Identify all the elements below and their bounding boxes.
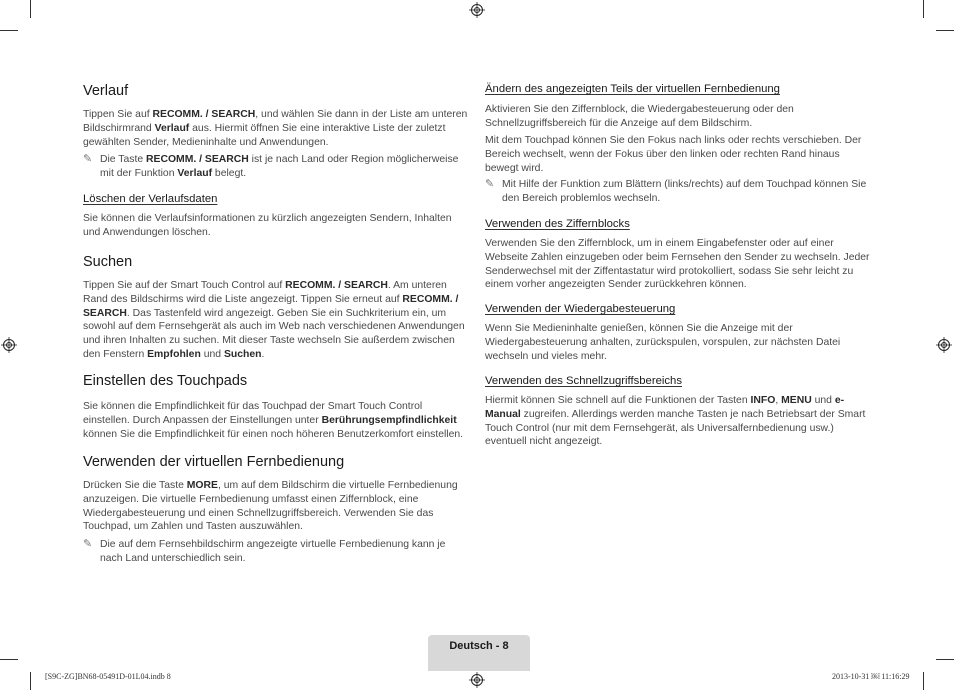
pencil-note-icon: ✎ <box>485 178 495 190</box>
crop-mark <box>0 30 18 31</box>
crop-mark <box>923 0 924 18</box>
ziffernblock-paragraph: Verwenden Sie den Ziffernblock, um in einem Eingabefenster oder auf einer Webseite Zahlen einzugeben oder beim Fernsehen den Sender zu wechseln. Jeder Senderwechsel mit der Ziffentastatur wird protokolliert, sodass Sie sehr leicht zu einem vorher angezeigten Sender zurückkehren können. <box>485 238 870 291</box>
verlauf-paragraph: Tippen Sie auf RECOMM. / SEARCH, und wählen Sie dann in der Liste am unteren Bildschirmrand Verlauf aus. Hiermit öffnen Sie eine interaktive Liste der zuletzt gewählten Sender, Medieninhalte und Anwendungen. <box>83 109 468 148</box>
aendern-paragraph-1: Aktivieren Sie den Ziffernblock, die Wiedergabesteuerung oder den Schnellzugriffsbereich für die Anzeige auf dem Bildschirm. <box>485 104 794 129</box>
crosshair-registration-icon <box>469 2 485 18</box>
crosshair-registration-icon <box>1 337 17 353</box>
print-slug-left: [S9C-ZG]BN68-05491D-01L04.indb 8 <box>45 672 171 681</box>
crosshair-registration-icon <box>936 337 952 353</box>
virtuelle-fernbedienung-note: ✎ Die auf dem Fernsehbildschirm angezeigte virtuelle Fernbedienung kann je nach Land unterschiedlich sein. <box>83 538 446 564</box>
crop-mark <box>30 672 31 690</box>
verlauf-loeschen-paragraph: Sie können die Verlaufsinformationen zu kürzlich angezeigten Sendern, Inhalten und Anwendungen löschen. <box>83 213 452 238</box>
verlauf-note: ✎ Die Taste RECOMM. / SEARCH ist je nach Land oder Region möglicherweise mit der Funktion Verlauf belegt. <box>83 153 459 179</box>
section-title-touchpads: Einstellen des Touchpads <box>83 373 248 389</box>
subsection-title-aendern: Ändern des angezeigten Teils der virtuellen Fernbedienung <box>485 83 780 95</box>
subsection-title-ziffernblock: Verwenden des Ziffernblocks <box>485 218 630 230</box>
section-title-virtuelle-fernbedienung: Verwenden der virtuellen Fernbedienung <box>83 454 345 470</box>
section-title-verlauf: Verlauf <box>83 83 129 99</box>
touchpads-paragraph: Sie können die Empfindlichkeit für das Touchpad der Smart Touch Control einstellen. Durch Anpassen der Einstellungen unter Berührungsempfindlichkeit können Sie die Empfindlichkeit für einen noch höheren Benutzerkomfort einstellen. <box>83 401 464 440</box>
pencil-note-icon: ✎ <box>83 153 93 165</box>
crop-mark <box>923 672 924 690</box>
crop-mark <box>936 659 954 660</box>
suchen-paragraph: Tippen Sie auf der Smart Touch Control auf RECOMM. / SEARCH. Am unteren Rand des Bildschirms wird die Liste angezeigt. Tippen Sie erneut auf RECOMM. / SEARCH. Das Tastenfeld wird angezeigt. Geben Sie ein Suchkriterium ein, um sowohl auf dem Fernsehgerät als auch im Web nach verschiedenen Anwendungen und ihren Inhalten zu suchen. Mit dieser Taste wechseln Sie außerdem zwischen den Fenstern Empfohlen und Suchen. <box>83 280 465 360</box>
aendern-note: ✎ Mit Hilfe der Funktion zum Blättern (links/rechts) auf dem Touchpad können Sie den Bereich problemlos wechseln. <box>485 178 867 204</box>
crop-mark <box>0 659 18 660</box>
section-title-suchen: Suchen <box>83 254 133 270</box>
crosshair-registration-icon <box>469 672 485 688</box>
crop-mark <box>936 30 954 31</box>
print-slug-right: 2013-10-31 ￼ 11:16:29 <box>832 672 910 681</box>
pencil-note-icon: ✎ <box>83 538 93 550</box>
page-number-tab: Deutsch - 8 <box>428 635 530 671</box>
virtuelle-fernbedienung-paragraph: Drücken Sie die Taste MORE, um auf dem Bildschirm die virtuelle Fernbedienung anzuzeigen. Die virtuelle Fernbedienung umfasst einen Ziffernblock, eine Wiedergabesteuerung und einen Schnellzugriffsbereich. Verwenden Sie das Touchpad, um Zahlen und Tasten auszuwählen. <box>83 480 458 533</box>
schnellzugriff-paragraph: Hiermit können Sie schnell auf die Funktionen der Tasten INFO, MENU und e-Manual zugreifen. Allerdings werden manche Tasten je nach Betriebsart der Smart Touch Control (nur mit dem Fernsehgerät, als Universalfernbedienung usw.) eventuell nicht angezeigt. <box>485 395 866 448</box>
subsection-title-wiedergabesteuerung: Verwenden der Wiedergabesteuerung <box>485 303 676 315</box>
aendern-paragraph-2: Mit dem Touchpad können Sie den Fokus nach links oder rechts verschieben. Der Bereich wechselt, wenn der Fokus über den linken oder rechten Rand hinaus bewegt wird. <box>485 135 862 174</box>
subsection-title-verlauf-loeschen: Löschen der Verlaufsdaten <box>83 193 218 205</box>
subsection-title-schnellzugriff: Verwenden des Schnellzugriffsbereichs <box>485 375 682 387</box>
wiedergabesteuerung-paragraph: Wenn Sie Medieninhalte genießen, können Sie die Anzeige mit der Wiedergabesteuerung anhalten, zurückspulen, vorspulen, zur nächsten Datei wechseln und vieles mehr. <box>485 323 841 362</box>
crop-mark <box>30 0 31 18</box>
